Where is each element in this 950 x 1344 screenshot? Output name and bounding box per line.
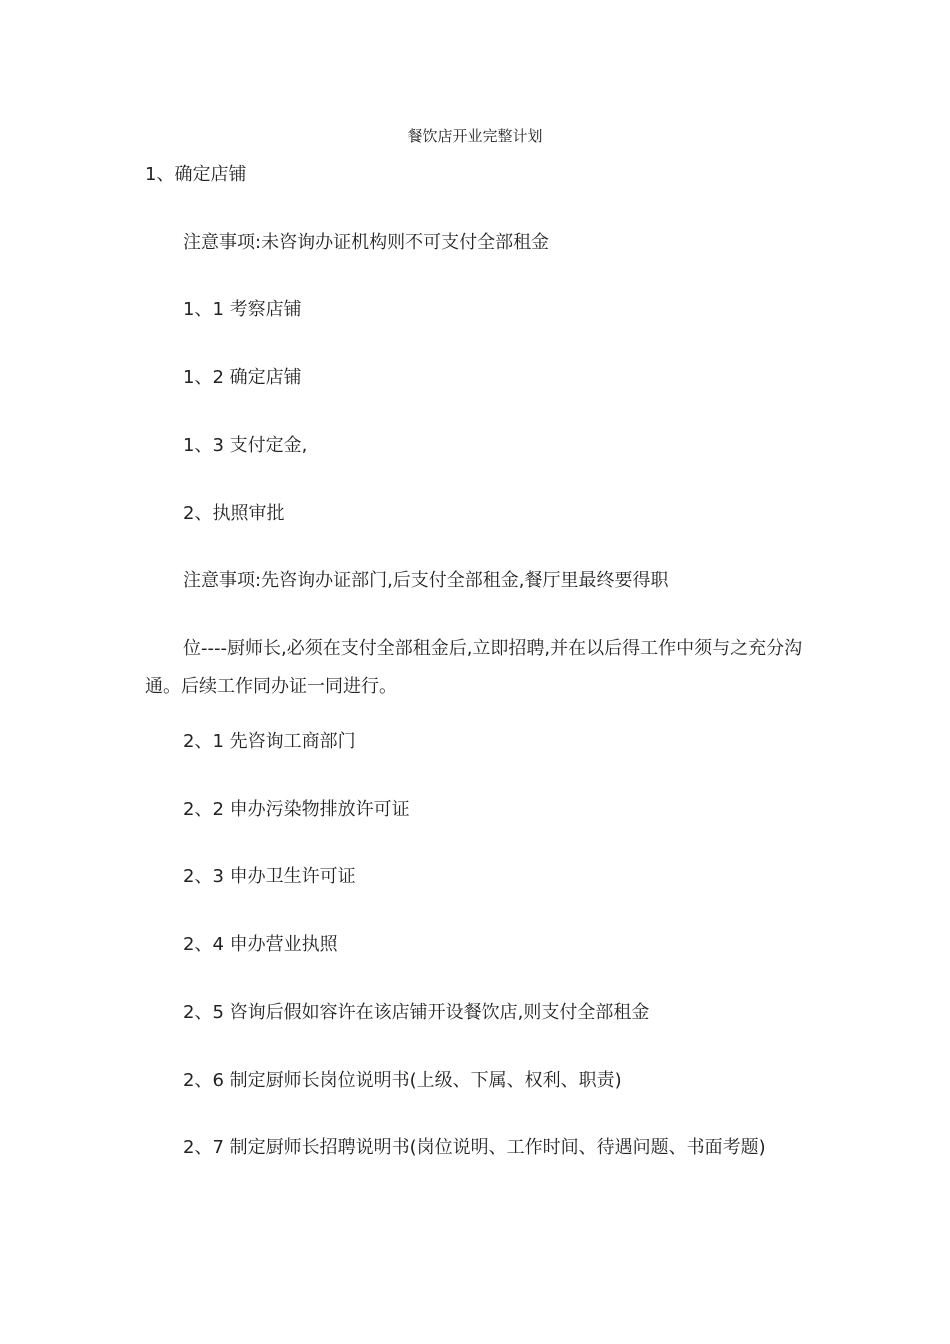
note-2: 注意事项:先咨询办证部门,后支付全部租金,餐厅里最终要得职 (183, 570, 669, 591)
item-2-4: 2、4 申办营业执照 (183, 934, 338, 955)
item-1-3: 1、3 支付定金, (183, 435, 308, 456)
item-2-7: 2、7 制定厨师长招聘说明书(岗位说明、工作时间、待遇问题、书面考题) (183, 1137, 766, 1158)
item-2-6: 2、6 制定厨师长岗位说明书(上级、下属、权利、职责) (183, 1070, 622, 1091)
note-1: 注意事项:未咨询办证机构则不可支付全部租金 (183, 232, 550, 253)
item-2-2: 2、2 申办污染物排放许可证 (183, 799, 410, 820)
item-1-1: 1、1 考察店铺 (183, 299, 302, 320)
item-2-1: 2、1 先咨询工商部门 (183, 731, 356, 752)
item-1-2: 1、2 确定店铺 (183, 367, 302, 388)
section-heading-2: 2、执照审批 (183, 503, 285, 524)
document-title: 餐饮店开业完整计划 (407, 127, 543, 145)
item-2-5: 2、5 咨询后假如容许在该店铺开设餐饮店,则支付全部租金 (183, 1002, 650, 1023)
note-2-continuation: 位----厨师长,必须在支付全部租金后,立即招聘,并在以后得工作中须与之充分沟通。后续工作同办证一同进行。 (145, 638, 803, 697)
section-heading-1: 1、确定店铺 (145, 164, 247, 185)
item-2-3: 2、3 申办卫生许可证 (183, 866, 356, 887)
